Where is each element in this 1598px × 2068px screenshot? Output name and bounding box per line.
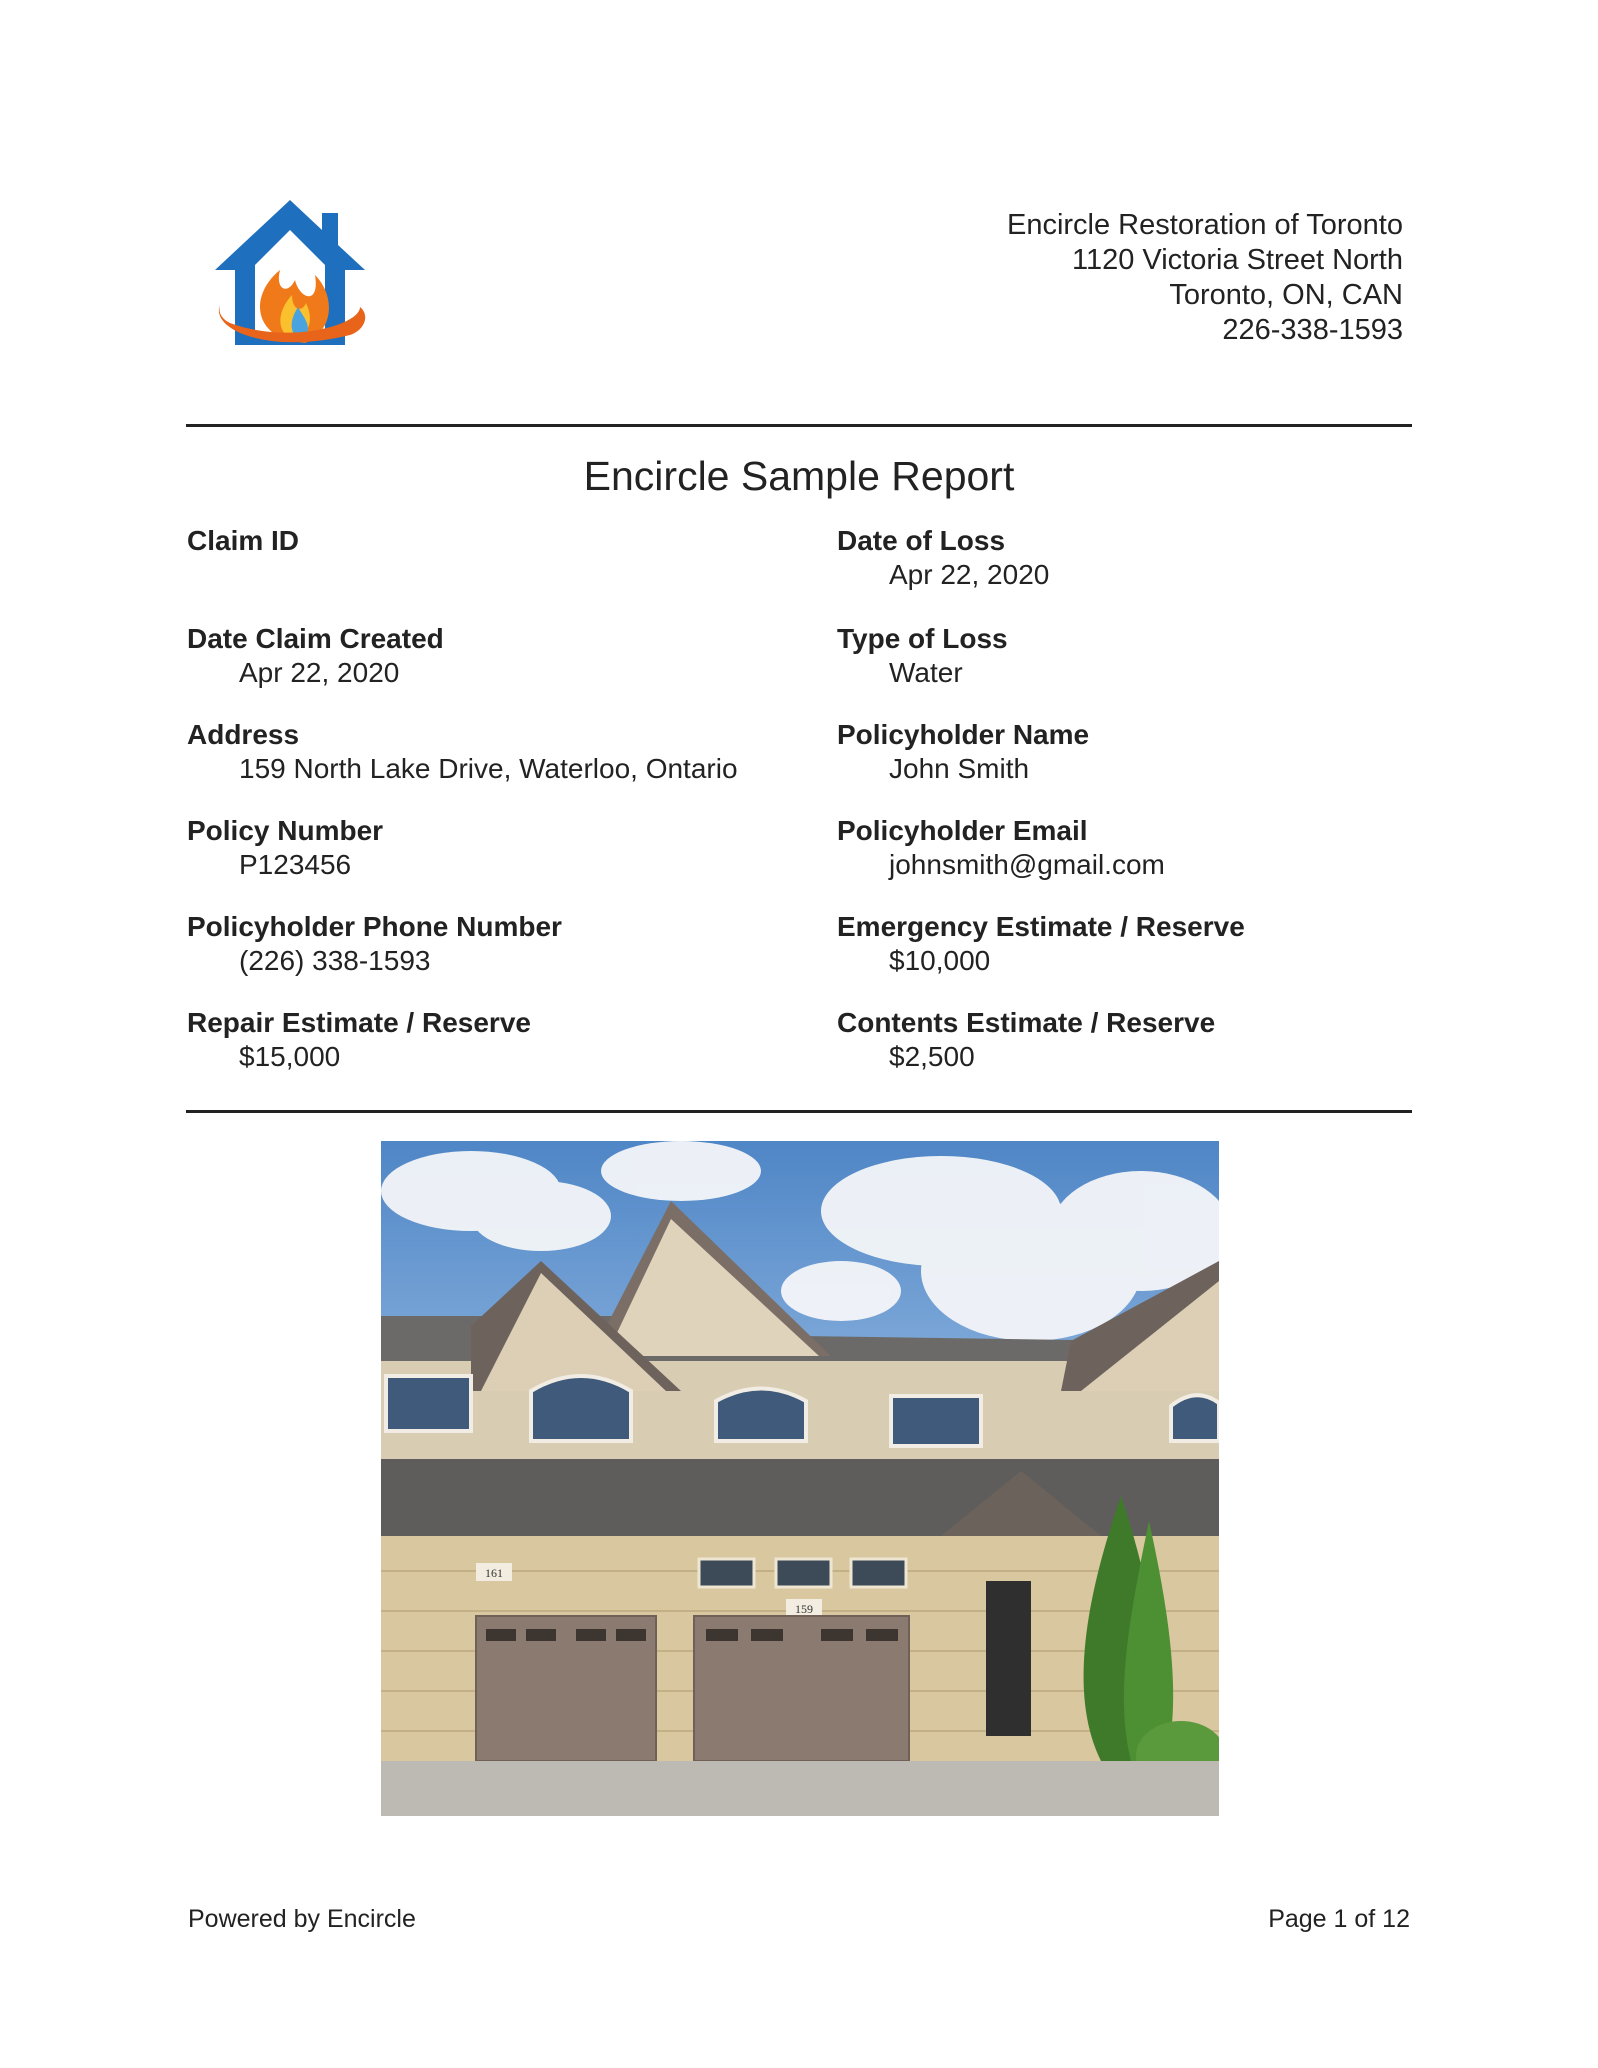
field-date-of-loss <box>837 524 1049 592</box>
field-value: Apr 22, 2020 <box>239 657 400 688</box>
field-policyholder-phone <box>187 910 562 978</box>
company-street: 1120 Victoria Street North <box>1072 244 1403 276</box>
field-date-claim-created <box>187 622 444 690</box>
field-contents-estimate <box>837 1006 1215 1074</box>
field-value: (226) 338-1593 <box>239 945 431 976</box>
company-name: Encircle Restoration of Toronto <box>1006 209 1403 241</box>
field-value: Apr 22, 2020 <box>889 559 1050 590</box>
field-label: Emergency Estimate / Reserve <box>837 911 1245 942</box>
field-policyholder-name <box>837 718 1089 786</box>
field-value: 159 North Lake Drive, Waterloo, Ontario <box>239 753 738 784</box>
company-logo <box>210 195 370 365</box>
field-label: Date of Loss <box>837 525 1006 556</box>
field-label: Policyholder Email <box>837 815 1088 846</box>
bottom-divider <box>186 1110 1412 1113</box>
field-label: Policyholder Name <box>837 719 1090 750</box>
field-value: johnsmith@gmail.com <box>889 849 1165 880</box>
field-type-of-loss <box>837 622 1008 690</box>
field-label: Contents Estimate / Reserve <box>837 1007 1216 1038</box>
company-phone: 226-338-1593 <box>1222 314 1403 346</box>
field-label: Address <box>187 719 300 750</box>
field-value: $10,000 <box>889 945 991 976</box>
top-divider <box>186 424 1412 427</box>
field-value: $15,000 <box>239 1041 341 1072</box>
report-title: Encircle Sample Report <box>583 453 1015 499</box>
field-label: Type of Loss <box>837 623 1008 654</box>
field-value: Water <box>889 657 963 688</box>
field-label: Date Claim Created <box>187 623 444 654</box>
field-claim-id <box>187 524 299 558</box>
company-city: Toronto, ON, CAN <box>1169 279 1403 311</box>
footer-page-number: Page 1 of 12 <box>1268 1905 1410 1933</box>
field-value: $2,500 <box>889 1041 975 1072</box>
field-label: Policy Number <box>187 815 384 846</box>
field-label: Policyholder Phone Number <box>187 911 562 942</box>
field-label: Repair Estimate / Reserve <box>187 1007 531 1038</box>
house-number-center: 159 <box>795 1602 813 1616</box>
field-address <box>187 718 738 786</box>
field-policy-number <box>187 814 383 882</box>
field-label: Claim ID <box>187 525 300 556</box>
field-value: John Smith <box>889 753 1030 784</box>
property-photo <box>381 1141 1219 1816</box>
house-number-left: 161 <box>485 1566 503 1580</box>
field-policyholder-email <box>837 814 1165 882</box>
company-info <box>1007 208 1403 348</box>
field-repair-estimate <box>187 1006 531 1074</box>
footer-powered-by: Powered by Encircle <box>188 1905 416 1933</box>
field-value: P123456 <box>239 849 352 880</box>
field-emergency-estimate <box>837 910 1245 978</box>
